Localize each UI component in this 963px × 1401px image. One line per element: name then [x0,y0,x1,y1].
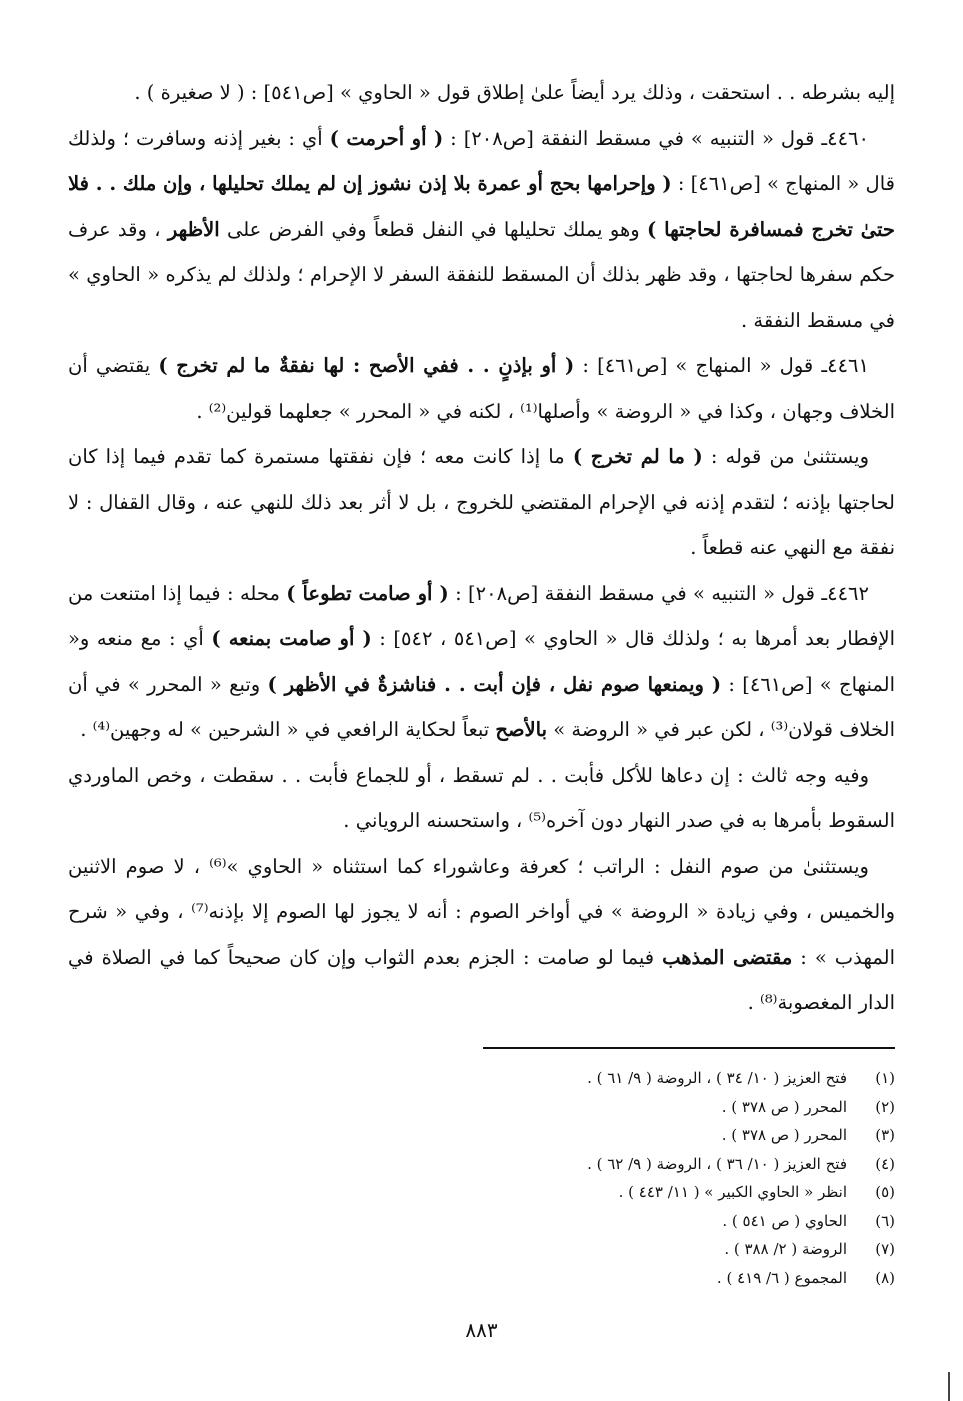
paragraph [68,753,895,844]
footnote-item [295,1235,895,1264]
footnote-item [295,1178,895,1207]
footnote-text: انظر « الحاوي الكبير » ( ١١/ ٤٤٣ ) . [618,1183,847,1201]
footnote-text: المجموع ( ٦/ ٤١٩ ) . [716,1268,847,1287]
text-run: ٤٤٦٢ـ قول « التنبيه » في مسقط النفقة [ص٢٠٨] : [448,581,869,605]
paragraph [68,116,895,344]
footnote-item [295,1150,895,1179]
text-run: تبعاً لحكاية الرافعي في « الشرحين » له وجهين⁽⁴⁾ . [80,718,496,741]
bold-quote: الأظهر [167,217,220,241]
footnote-item [295,1093,895,1122]
text-run: محله : فيما إذا امتنعت من الإفطار بعد أمرها به ؛ ولذلك قال « الحاوي » [ص٥٤١ ، ٥٤٢] : [68,581,895,650]
bold-quote: ( أو صامت تطوعاً ) [286,581,449,605]
footnote-item [295,1121,895,1150]
footnote-text: فتح العزيز ( ١٠/ ٣٦ ) ، الروضة ( ٩/ ٦٢ ) . [587,1154,847,1173]
text-run: ويستثنىٰ من قوله : [702,445,870,468]
text-run: ويستثنىٰ من صوم النفل : الراتب ؛ كعرفة وعاشوراء كما استثناه « الحاوي »⁽⁶⁾ ، لا صوم الاثنين والخميس ، وفي زيادة « الروضة » في أواخر الصوم : أنه لا يجوز لها الصوم إلا بإذنه⁽⁷⁾ ، وفي « شرح المهذب » : [68,854,896,969]
text-run: أي : بغير إذنه وسافرت ؛ ولذلك قال « المنهاج » [ص٤٦١] : [68,126,895,195]
text-run: إليه بشرطه . . استحقت ، وذلك يرد أيضاً علىٰ إطلاق قول « الحاوي » [ص٥٤١] : ( لا صغيرة ) . [134,81,895,104]
text-run: أي : مع منعه و« المنهاج » [ص٤٦١] : [68,627,896,696]
text-run: ٤٤٦٠ـ قول « التنبيه » في مسقط النفقة [ص٢٠٨] : [443,126,869,150]
footnote-number: (٣) [875,1126,895,1144]
footnote-text: فتح العزيز ( ١٠/ ٣٤ ) ، الروضة ( ٩/ ٦١ ) . [587,1069,847,1087]
paragraph [68,434,895,571]
footnote-number: (١) [875,1069,895,1087]
footnote-number: (٤) [875,1154,895,1173]
bold-quote: ( ما لم تخرج ) [572,445,703,468]
bold-quote: مقتضى المذهب [662,945,793,969]
page-number: ٨٨٣ [465,1318,498,1342]
footnote-text: الحاوي ( ص ٥٤١ ) . [722,1211,847,1230]
bold-quote: ( وإحرامها بحج أو عمرة بلا إذن نشوز إن لم يملك تحليلها ، وإن ملك . . فلا حتىٰ تخرج فمسافرة لحاجتها ) [68,172,895,241]
text-run: وتبع « المحرر » في أن الخلاف قولان⁽³⁾ ، لكن عبر في « الروضة » [68,672,895,741]
footnote-number: (٢) [875,1097,895,1116]
footnote-number: (٨) [875,1268,895,1287]
footnote-text: المحرر ( ص ٣٧٨ ) . [721,1126,847,1144]
footnote-number: (٦) [875,1211,895,1230]
main-text [68,70,895,1026]
bold-quote: ( ويمنعها صوم نفل ، فإن أبت . . فناشزةٌ في الأظهر ) [267,672,722,696]
footnote-text: الروضة ( ٢/ ٣٨٨ ) . [724,1240,847,1258]
paragraph [68,343,895,434]
footnote-item [295,1207,895,1236]
text-run: ٤٤٦١ـ قول « المنهاج » [ص٤٦١] : [574,354,869,377]
paragraph [68,571,895,753]
footnote-item [295,1064,895,1093]
scan-edge-mark [948,1372,950,1401]
footnote-text: المحرر ( ص ٣٧٨ ) . [721,1097,847,1116]
text-run: وهو يملك تحليلها في النفل قطعاً وفي الفرض على [219,217,647,241]
text-run: يقتضي أن الخلاف وجهان ، وكذا في « الروضة » وأصلها⁽¹⁾ ، لكنه في « المحرر » جعلهما قولين⁽²⁾ . [68,354,895,423]
bold-quote: ( أو صامت بمنعه ) [211,627,372,650]
footnote-item [295,1264,895,1293]
text-run: ما إذا كانت معه ؛ فإن نفقتها مستمرة كما تقدم فيما إذا كان لحاجتها بإذنه ؛ لتقدم إذنه في الإحرام المقتضي للخروج ، بل لا أثر بعد ذلك للنهي عنه ، وقال القفال : لا نفقة مع النهي عنه قطعاً . [68,445,895,559]
footnote-number: (٥) [875,1183,895,1201]
text-run: ، وقد عرف حكم سفرها لحاجتها ، وقد ظهر بذلك أن المسقط للنفقة السفر لا الإحرام ؛ ولذلك لم يذكره « الحاوي » في مسقط النفقة . [68,217,895,332]
footnote-separator [483,1047,895,1049]
text-run: وفيه وجه ثالث : إن دعاها للأكل فأبت . . لم تسقط ، أو للجماع فأبت . . سقطت ، وخص الماوردي السقوط بأمرها به في صدر النهار دون آخره⁽⁵⁾ ، واستحسنه الروياني . [68,763,895,832]
bold-quote: ( أو بإذنٍ . . ففي الأصح : لها نفقةٌ ما لم تخرج ) [158,354,575,377]
paragraph [68,844,895,1026]
bold-quote: ( أو أحرمت ) [329,126,444,150]
footnotes-list [295,1064,895,1292]
paragraph [68,70,895,116]
text-run: فيما لو صامت : الجزم بعدم الثواب وإن كان صحيحاً كما في الصلاة في الدار المغصوبة⁽⁸⁾ . [68,945,895,1014]
bold-quote: بالأصح [495,718,548,741]
footnote-number: (٧) [875,1240,895,1258]
